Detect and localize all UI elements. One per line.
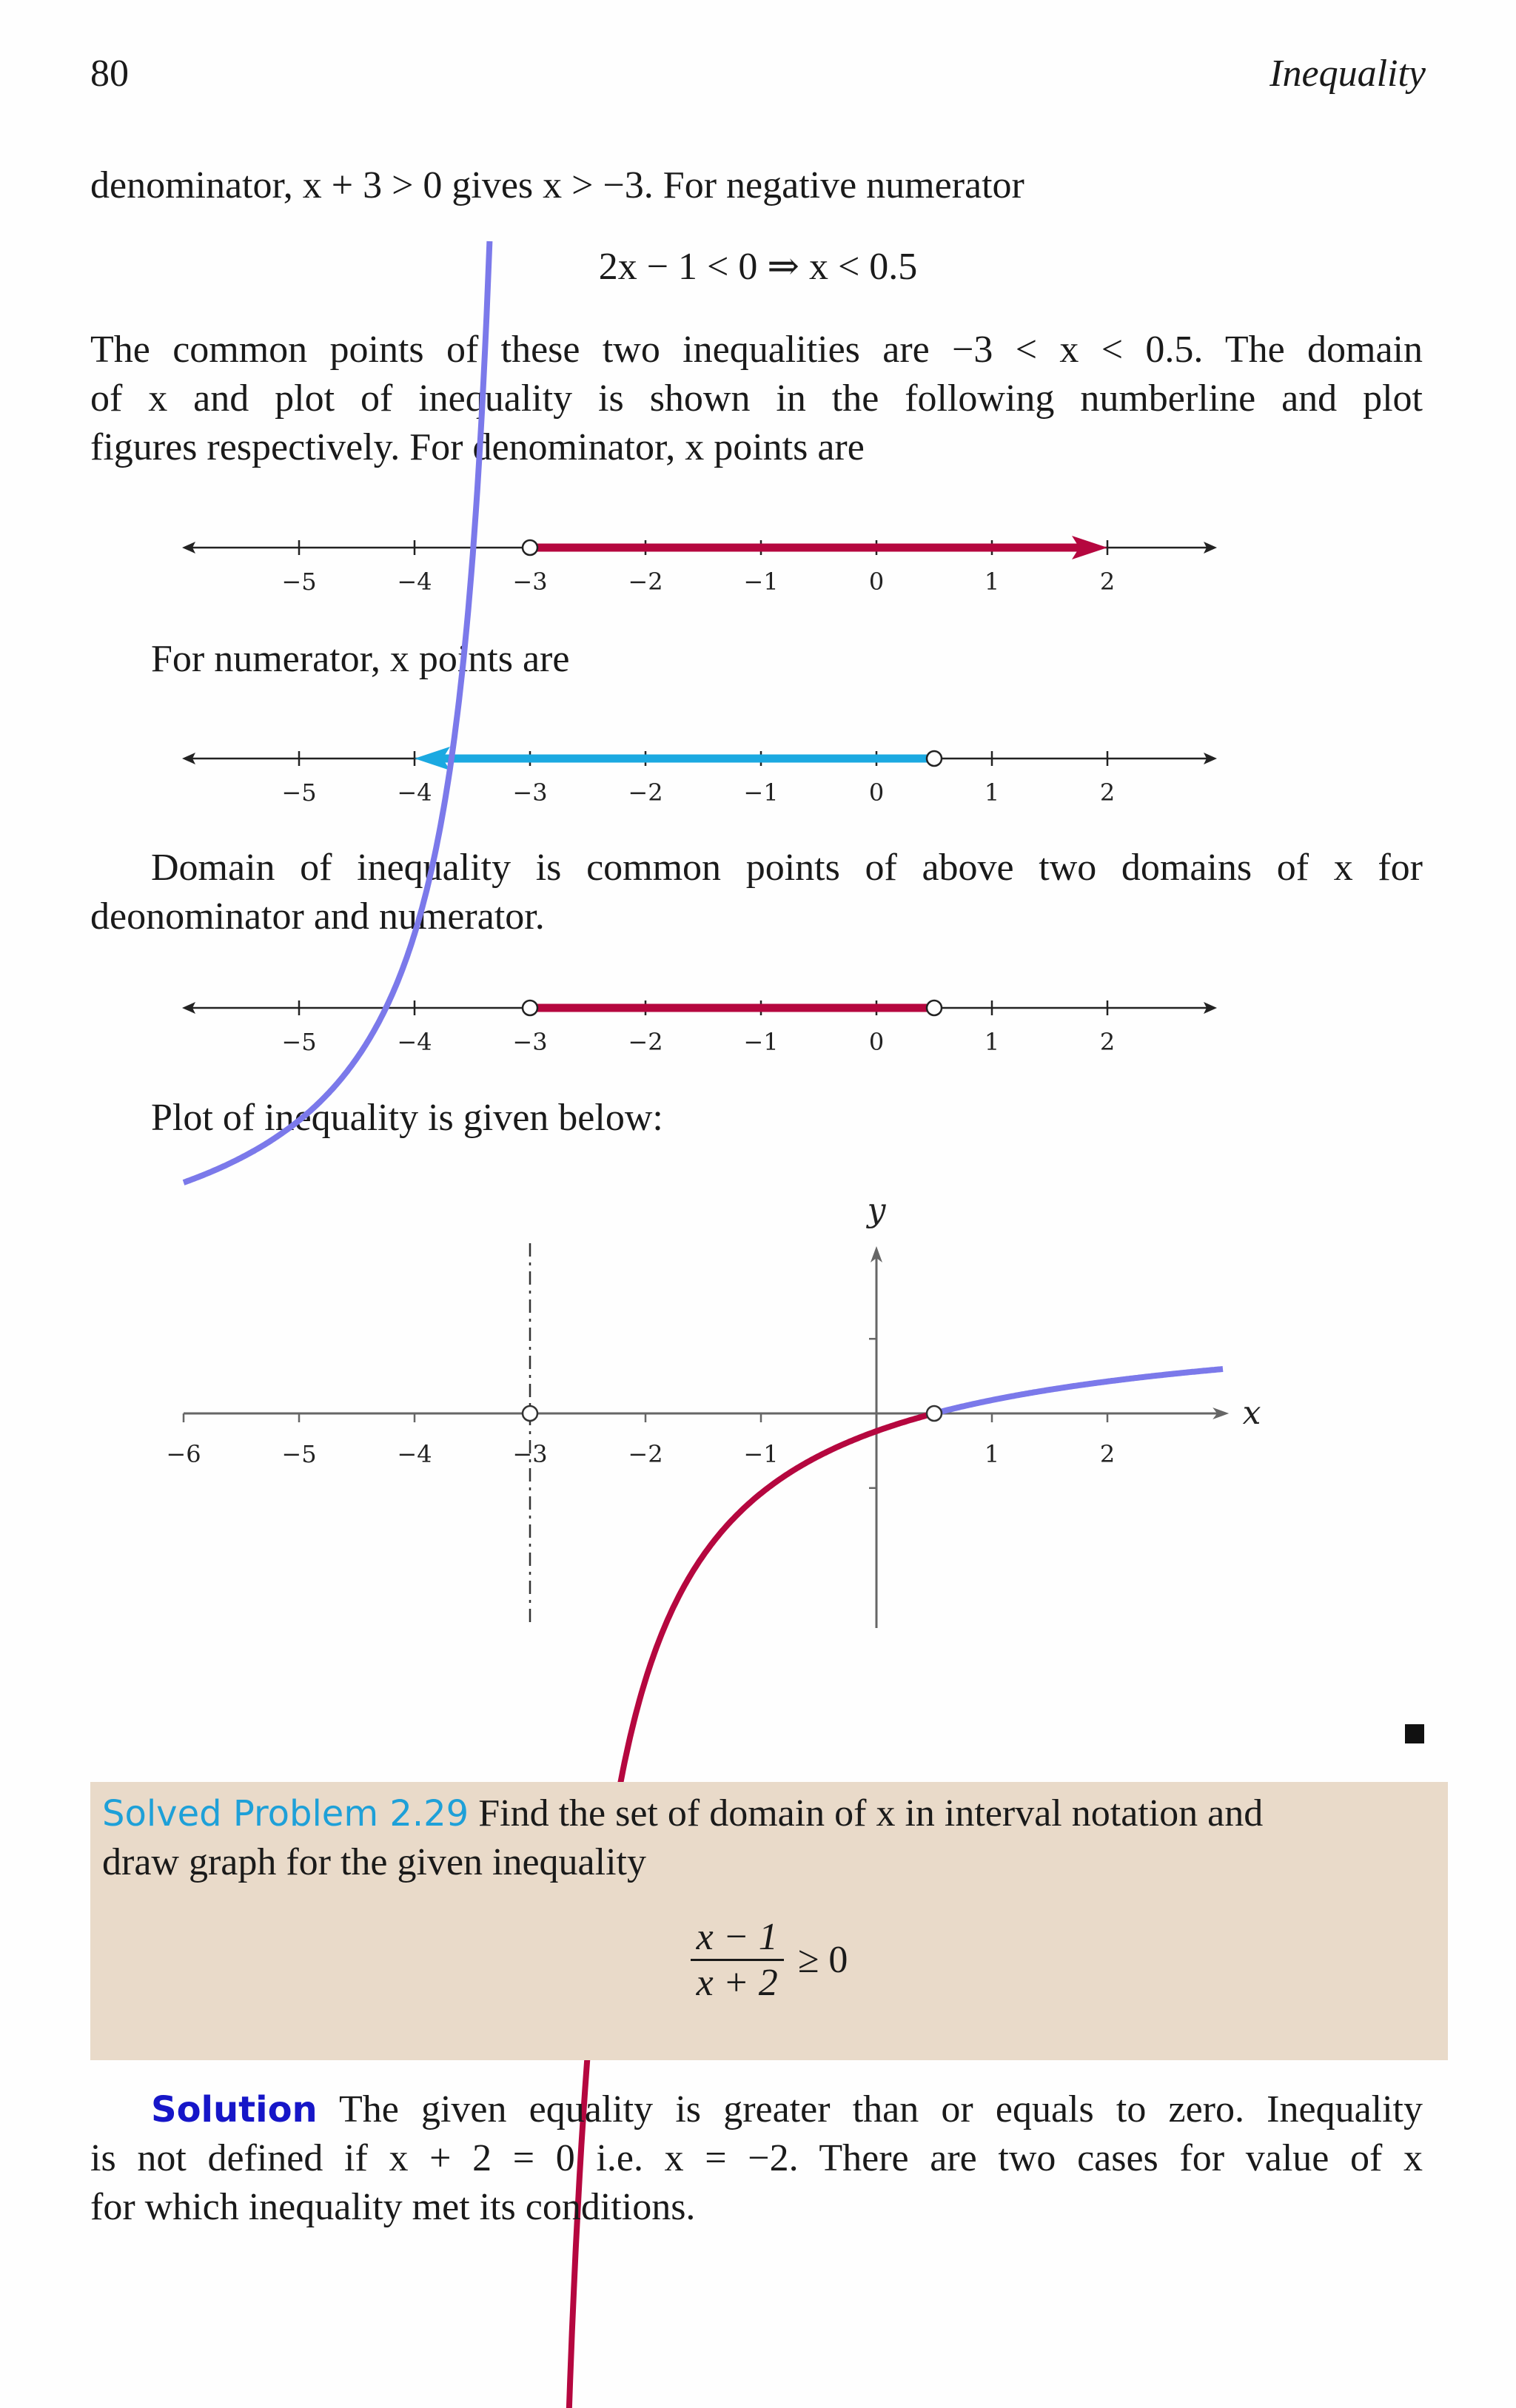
problem-equation [90, 1915, 1448, 2005]
tick-label: 1 [984, 778, 1000, 807]
tick-label: 2 [1099, 568, 1116, 596]
open-endpoint [523, 540, 537, 555]
tick-label: −1 [743, 568, 779, 596]
problem-title: Solved Problem 2.29 [102, 1793, 469, 1834]
tick-label: −4 [397, 1028, 432, 1056]
page-number: 80 [90, 53, 129, 95]
problem-fraction [691, 1915, 784, 2005]
numberline-denominator [0, 518, 1516, 599]
x-tick-label: −5 [281, 1440, 317, 1468]
solved-problem-box [90, 1782, 1448, 2060]
y-axis-label: y [867, 1191, 886, 1229]
x-tick-label: −6 [166, 1440, 201, 1468]
numerator-label: For numerator, x points are [151, 638, 570, 680]
solution-title: Solution [151, 2089, 318, 2130]
inequality-plot [0, 1184, 1516, 1658]
open-endpoint [523, 1000, 537, 1015]
x-tick-label: 2 [1099, 1440, 1116, 1468]
tick-label: 0 [868, 1028, 885, 1056]
tick-label: 1 [984, 1028, 1000, 1056]
numberline-domain [0, 978, 1516, 1060]
tick-label: 1 [984, 568, 1000, 596]
qed-square-icon [1405, 1724, 1424, 1743]
solution-line1 [151, 2085, 1423, 2134]
tick-label: −3 [512, 778, 548, 807]
fraction-relation: ≥ 0 [797, 1939, 848, 1981]
x-axis-label: x [1242, 1394, 1261, 1432]
numberline-numerator [0, 729, 1516, 810]
equation-numerator: 2x − 1 < 0 ⇒ x < 0.5 [598, 246, 918, 288]
x-tick-label: −1 [743, 1440, 779, 1468]
tick-label: −1 [743, 778, 779, 807]
x-tick-label: −3 [512, 1440, 548, 1468]
tick-label: −4 [397, 778, 432, 807]
paragraph-domain-line2: deonominator and numerator. [90, 895, 545, 938]
open-point [927, 1406, 942, 1421]
problem-statement-line1 [102, 1789, 1435, 1838]
tick-label: −1 [743, 1028, 779, 1056]
tick-label: −3 [512, 1028, 548, 1056]
tick-label: −5 [281, 568, 317, 596]
running-title: Inequality [1270, 53, 1426, 95]
tick-label: −5 [281, 778, 317, 807]
solution-text-line1: The given equality is greater than or equals to zero. Inequality [317, 2088, 1423, 2130]
tick-label: 2 [1099, 1028, 1116, 1056]
tick-label: −4 [397, 568, 432, 596]
paragraph-intro: denominator, x + 3 > 0 gives x > −3. For negative numerator [90, 164, 1024, 206]
tick-label: 0 [868, 778, 885, 807]
open-endpoint [927, 1000, 942, 1015]
solution-line3: for which inequality met its conditions. [90, 2186, 696, 2228]
tick-label: −2 [628, 778, 663, 807]
x-tick-label: −4 [397, 1440, 432, 1468]
paragraph-domain-line1: Domain of inequality is common points of above two domains of x for [151, 847, 1423, 889]
fraction-numerator: x − 1 [691, 1915, 784, 1961]
function-curve [934, 1369, 1223, 1413]
solution-line2: is not defined if x + 2 = 0 i.e. x = −2. There are two cases for value of x [90, 2137, 1423, 2179]
plot-label: Plot of inequality is given below: [151, 1097, 663, 1139]
tick-label: 2 [1099, 778, 1116, 807]
open-endpoint [927, 751, 942, 766]
tick-label: −5 [281, 1028, 317, 1056]
problem-text-line1: Find the set of domain of x in interval notation and [469, 1792, 1264, 1834]
fraction-denominator: x + 2 [696, 1962, 778, 2004]
x-tick-label: −2 [628, 1440, 663, 1468]
tick-label: −3 [512, 568, 548, 596]
paragraph-common-points-line1: The common points of these two inequalities are −3 < x < 0.5. The domain [90, 329, 1423, 371]
paragraph-common-points-line2: of x and plot of inequality is shown in the following numberline and plot [90, 377, 1423, 420]
tick-label: −2 [628, 568, 663, 596]
open-point [523, 1406, 537, 1421]
x-tick-label: 1 [984, 1440, 1000, 1468]
problem-text-line2: draw graph for the given inequality [102, 1841, 646, 1883]
paragraph-common-points-line3: figures respectively. For denominator, x points are [90, 426, 865, 468]
tick-label: −2 [628, 1028, 663, 1056]
tick-label: 0 [868, 568, 885, 596]
